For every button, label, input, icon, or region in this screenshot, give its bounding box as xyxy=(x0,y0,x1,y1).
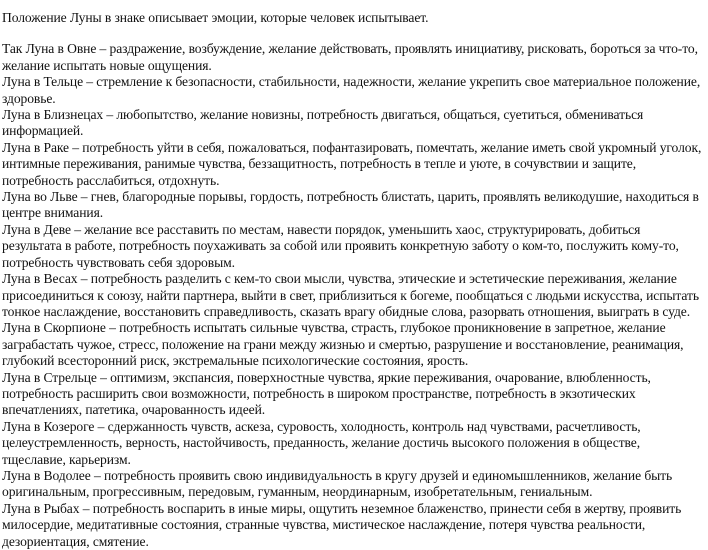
paragraph-moon-aries: Так Луна в Овне – раздражение, возбуждение, желание действовать, проявлять инициативу, рисковать, бороться за что-то, желание испытать новые ощущения. xyxy=(2,41,698,73)
paragraph-moon-gemini: Луна в Близнецах – любопытство, желание новизны, потребность двигаться, общаться, суетиться, обмениваться информацией. xyxy=(2,107,644,139)
paragraph-moon-sagittarius: Луна в Стрельце – оптимизм, экспансия, поверхностные чувства, яркие переживания, очарование, влюбленность, потребность расширить свои возможности, потребность в широком пространстве, потребность в экзотических впечатлениях, патетика, очарованность идеей. xyxy=(2,369,651,418)
paragraph-moon-capricorn: Луна в Козероге – сдержанность чувств, аскеза, суровость, холодность, контроль над чувствами, расчетливость, целеустремленность, верность, настойчивость, преданность, желание достичь высокого положения в обществе, тщеславие, карьеризм. xyxy=(2,418,641,467)
paragraph-moon-libra: Луна в Весах – потребность разделить с кем-то свои мысли, чувства, этические и эстетические переживания, желание присоединиться к союзу, найти партнера, выйти в свет, приблизиться к богеме, пообщаться с людьми искусства, испытать тонкое наслаждение, восстановить справедливость, сказать врагу обидные слова, разорвать отношения, выиграть в суде. xyxy=(2,271,699,319)
paragraph-moon-taurus: Луна в Тельце – стремление к безопасности, стабильности, надежности, желание укрепить свое материальное положение, здоровье. xyxy=(2,74,701,106)
paragraph-moon-scorpio: Луна в Скорпионе – потребность испытать сильные чувства, страсть, глубокое проникновение в запретное, желание заграбастать чужое, стресс, положение на грани между жизнью и смертью, разрушение и восстановление, реанимация, глубокий всесторонний риск, экстремальные психологические состояния, ярость. xyxy=(2,320,684,369)
paragraph-moon-pisces: Луна в Рыбах – потребность воспарить в иные миры, ощутить неземное блаженство, принести себя в жертву, проявить милосердие, медитативные состояния, странные чувства, мистическое наслаждение, потеря чувства реальности, дезориентация, смятение. xyxy=(2,500,682,549)
paragraph-moon-aquarius: Луна в Водолее – потребность проявить свою индивидуальность в кругу друзей и единомышленников, желание быть оригинальным, прогрессивным, передовым, гуманным, неординарным, изобретательным, гениальным. xyxy=(2,467,673,500)
paragraph-moon-cancer: Луна в Раке – потребность уйти в себя, пожаловаться, пофантазировать, помечтать, желание иметь свой укромный уголок, интимные переживания, ранимые чувства, беззащитность, потребность в тепле и уюте, в сочувствии и защите, потребность расслабиться, отдохнуть. xyxy=(2,139,702,188)
intro-text: Положение Луны в знаке описывает эмоции, которые человек испытывает. xyxy=(2,10,429,25)
paragraph-moon-leo: Луна во Льве – гнев, благородные порывы, гордость, потребность блистать, царить, проявлять великодушие, находиться в центре внимания. xyxy=(2,189,699,221)
paragraph-moon-virgo: Луна в Деве – желание все расставить по местам, навести порядок, уменьшить хаос, структурировать, добиться результата в работе, потребность поухаживать за собой или проявить конкретную заботу о ком-то, послужить кому-то, потребность чувствовать себя здоровым. xyxy=(2,221,679,270)
